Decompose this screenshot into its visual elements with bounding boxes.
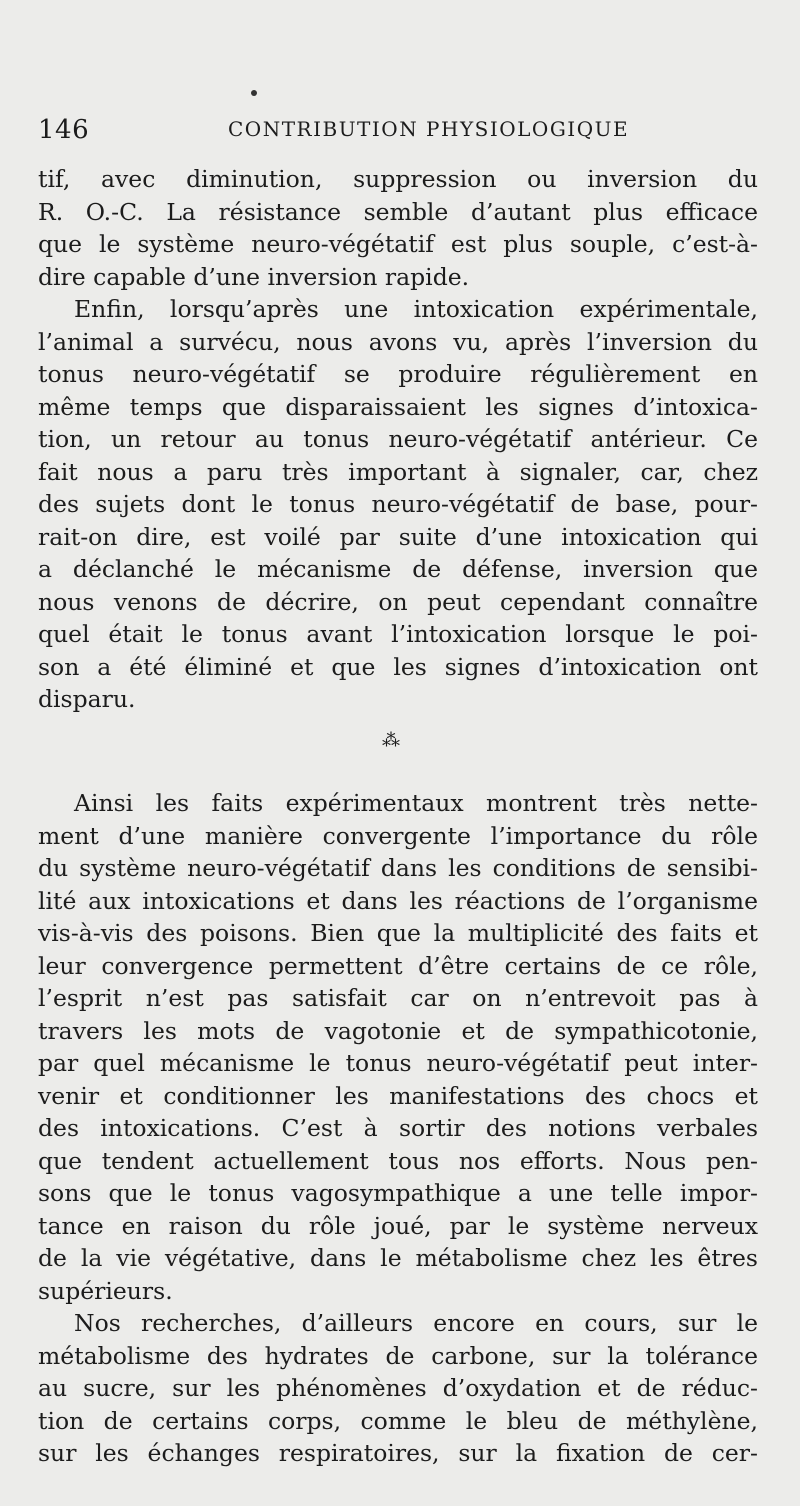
text-line: a déclanché le mécanisme de défense, inversion que [38, 555, 758, 583]
text-line: Enfin, lorsqu’après une intoxication expérimentale, [74, 295, 758, 323]
ink-dot [251, 90, 257, 96]
text-line: ment d’une manière convergente l’importance du rôle [38, 821, 758, 850]
text-line: son a été éliminé et que les signes d’intoxication ont [38, 652, 758, 681]
text-line: métabolisme des hydrates de carbone, sur la tolérance [38, 1341, 758, 1370]
text-line: des sujets dont le tonus neuro-végétatif de base, pour- [38, 490, 758, 518]
text-line: tonus neuro-végétatif se produire régulièrement en [38, 360, 758, 388]
page-header [38, 115, 758, 155]
text-line: des intoxications. C’est à sortir des notions verbales [38, 1114, 758, 1142]
text-line: rait-on dire, est voilé par suite d’une intoxication qui [38, 522, 758, 551]
text-line: Ainsi les faits expérimentaux montrent très nette- [74, 789, 758, 817]
text-line: par quel mécanisme le tonus neuro-végétatif peut inter- [38, 1049, 758, 1077]
text-line: tif, avec diminution, suppression ou inversion du [38, 165, 758, 193]
text-line: l’esprit n’est pas satisfait car on n’entrevoit pas à [38, 984, 758, 1012]
text-line: vis-à-vis des poisons. Bien que la multiplicité des faits et [38, 919, 758, 947]
asterism-divider: ⁂ [382, 730, 402, 751]
paragraph-block-1 [38, 163, 758, 716]
text-line: même temps que disparaissaient les signes d’intoxica- [38, 392, 758, 421]
text-line: dire capable d’une inversion rapide. [38, 262, 470, 291]
text-line: que le système neuro-végétatif est plus souple, c’est-à- [38, 230, 758, 258]
text-line: lité aux intoxications et dans les réactions de l’organisme [38, 886, 758, 915]
text-line: sur les échanges respiratoires, sur la fixation de cer- [38, 1439, 758, 1467]
text-line: nous venons de décrire, on peut cependant connaître [38, 587, 758, 616]
text-line: l’animal a survécu, nous avons vu, après l’inversion du [38, 327, 758, 356]
text-line: leur convergence permettent d’être certains de ce rôle, [38, 951, 758, 980]
paragraph-block-2 [38, 787, 758, 1470]
text-line: Nos recherches, d’ailleurs encore en cours, sur le [74, 1309, 758, 1337]
text-line: sons que le tonus vagosympathique a une telle impor- [38, 1179, 758, 1207]
text-line: venir et conditionner les manifestations des chocs et [38, 1081, 758, 1110]
text-line: supérieurs. [38, 1276, 173, 1305]
text-line: tion de certains corps, comme le bleu de méthylène, [38, 1406, 758, 1435]
text-line: tion, un retour au tonus neuro-végétatif antérieur. Ce [38, 425, 758, 453]
text-line: R. O.-C. La résistance semble d’autant plus efficace [38, 197, 758, 226]
text-line: du système neuro-végétatif dans les conditions de sensibi- [38, 854, 758, 882]
text-line: de la vie végétative, dans le métabolisme chez les êtres [38, 1244, 758, 1272]
text-line: fait nous a paru très important à signaler, car, chez [38, 457, 758, 486]
page-number: 146 [38, 115, 90, 145]
text-line: disparu. [38, 685, 136, 713]
text-line: travers les mots de vagotonie et de sympathicotonie, [38, 1016, 758, 1045]
running-head: CONTRIBUTION PHYSIOLOGIQUE [228, 117, 630, 141]
text-line: que tendent actuellement tous nos efforts. Nous pen- [38, 1146, 758, 1175]
text-line: quel était le tonus avant l’intoxication lorsque le poi- [38, 620, 758, 648]
text-line: au sucre, sur les phénomènes d’oxydation et de réduc- [38, 1374, 758, 1402]
text-line: tance en raison du rôle joué, par le système nerveux [38, 1211, 758, 1240]
